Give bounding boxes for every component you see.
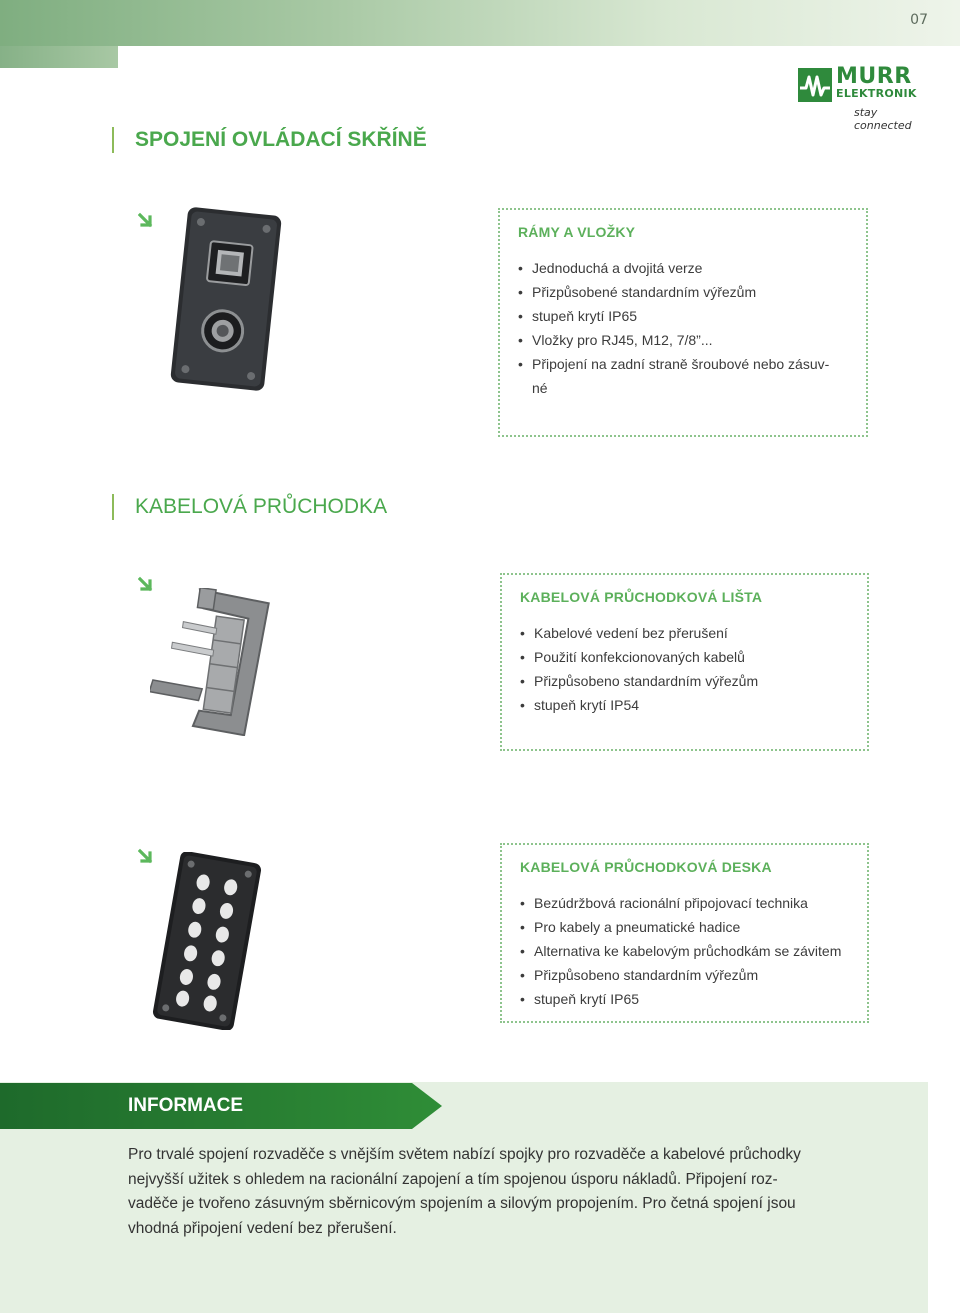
cable-entry-plate-image (148, 852, 266, 1030)
list-item: • stupeň krytí IP54 (520, 693, 849, 717)
murr-logo-mark-icon (798, 68, 832, 102)
list-item: • stupeň krytí IP65 (520, 987, 849, 1011)
info-text: Pro trvalé spojení rozvaděče s vnějším světem nabízí spojky pro rozvaděče a kabelové průchodky nejvyšší užitek s ohledem na racionální zapojení a tím spojenou úsporu nákladů. Připojení roz-vaděče je tvořeno zásuvným sběrnicovým spojením a silovým propojením. Pro četná spojení jsou vhodná připojení vedení bez přerušení. (128, 1146, 801, 1237)
list-item: • stupeň krytí IP65 (518, 304, 848, 328)
section-heading-cable-entry: KABELOVÁ PRŮCHODKA (112, 494, 387, 520)
list-item: • Přizpůsobeno standardním výřezům (520, 963, 849, 987)
card-cable-entry-strip (500, 573, 869, 751)
feature-list (520, 891, 849, 1011)
section-heading-control-cabinet: SPOJENÍ OVLÁDACÍ SKŘÍNĚ (112, 127, 427, 153)
logo-brand: MURR (836, 64, 912, 89)
top-band (0, 0, 960, 46)
info-title: INFORMACE (128, 1095, 244, 1116)
top-band-tab (0, 46, 118, 68)
list-item: • Použití konfekcionovaných kabelů (520, 645, 849, 669)
cable-entry-strip-image (150, 588, 275, 736)
card-title: RÁMY A VLOŽKY (518, 224, 636, 240)
feature-list (518, 256, 848, 400)
list-item: • Kabelové vedení bez přerušení (520, 621, 849, 645)
logo-tagline: stay connected (854, 106, 912, 132)
card-cable-entry-plate (500, 843, 869, 1023)
list-item: • Bezúdržbová racionální připojovací technika (520, 891, 849, 915)
list-item: • Přizpůsobené standardním výřezům (518, 280, 848, 304)
list-item: • Vložky pro RJ45, M12, 7/8”... (518, 328, 848, 352)
list-item-continuation: né (532, 380, 548, 396)
frame-insert-image (165, 205, 287, 393)
list-item: • Jednoduchá a dvojitá verze (518, 256, 848, 280)
list-item: • Připojení na zadní straně šroubové nebo zásuv- (518, 352, 848, 376)
logo-sub: ELEKTRONIK (836, 87, 917, 100)
list-item: • Alternativa ke kabelovým průchodkám se závitem (520, 939, 849, 963)
arrow-down-right-icon (138, 212, 156, 230)
page-number: 07 (910, 12, 928, 28)
murr-logo (798, 64, 930, 132)
list-item: • Pro kabely a pneumatické hadice (520, 915, 849, 939)
card-title: KABELOVÁ PRŮCHODKOVÁ LIŠTA (520, 589, 763, 605)
card-frames-inserts (498, 208, 868, 437)
feature-list (520, 621, 849, 717)
list-item: • Přizpůsobeno standardním výřezům (520, 669, 849, 693)
card-title: KABELOVÁ PRŮCHODKOVÁ DESKA (520, 859, 772, 875)
